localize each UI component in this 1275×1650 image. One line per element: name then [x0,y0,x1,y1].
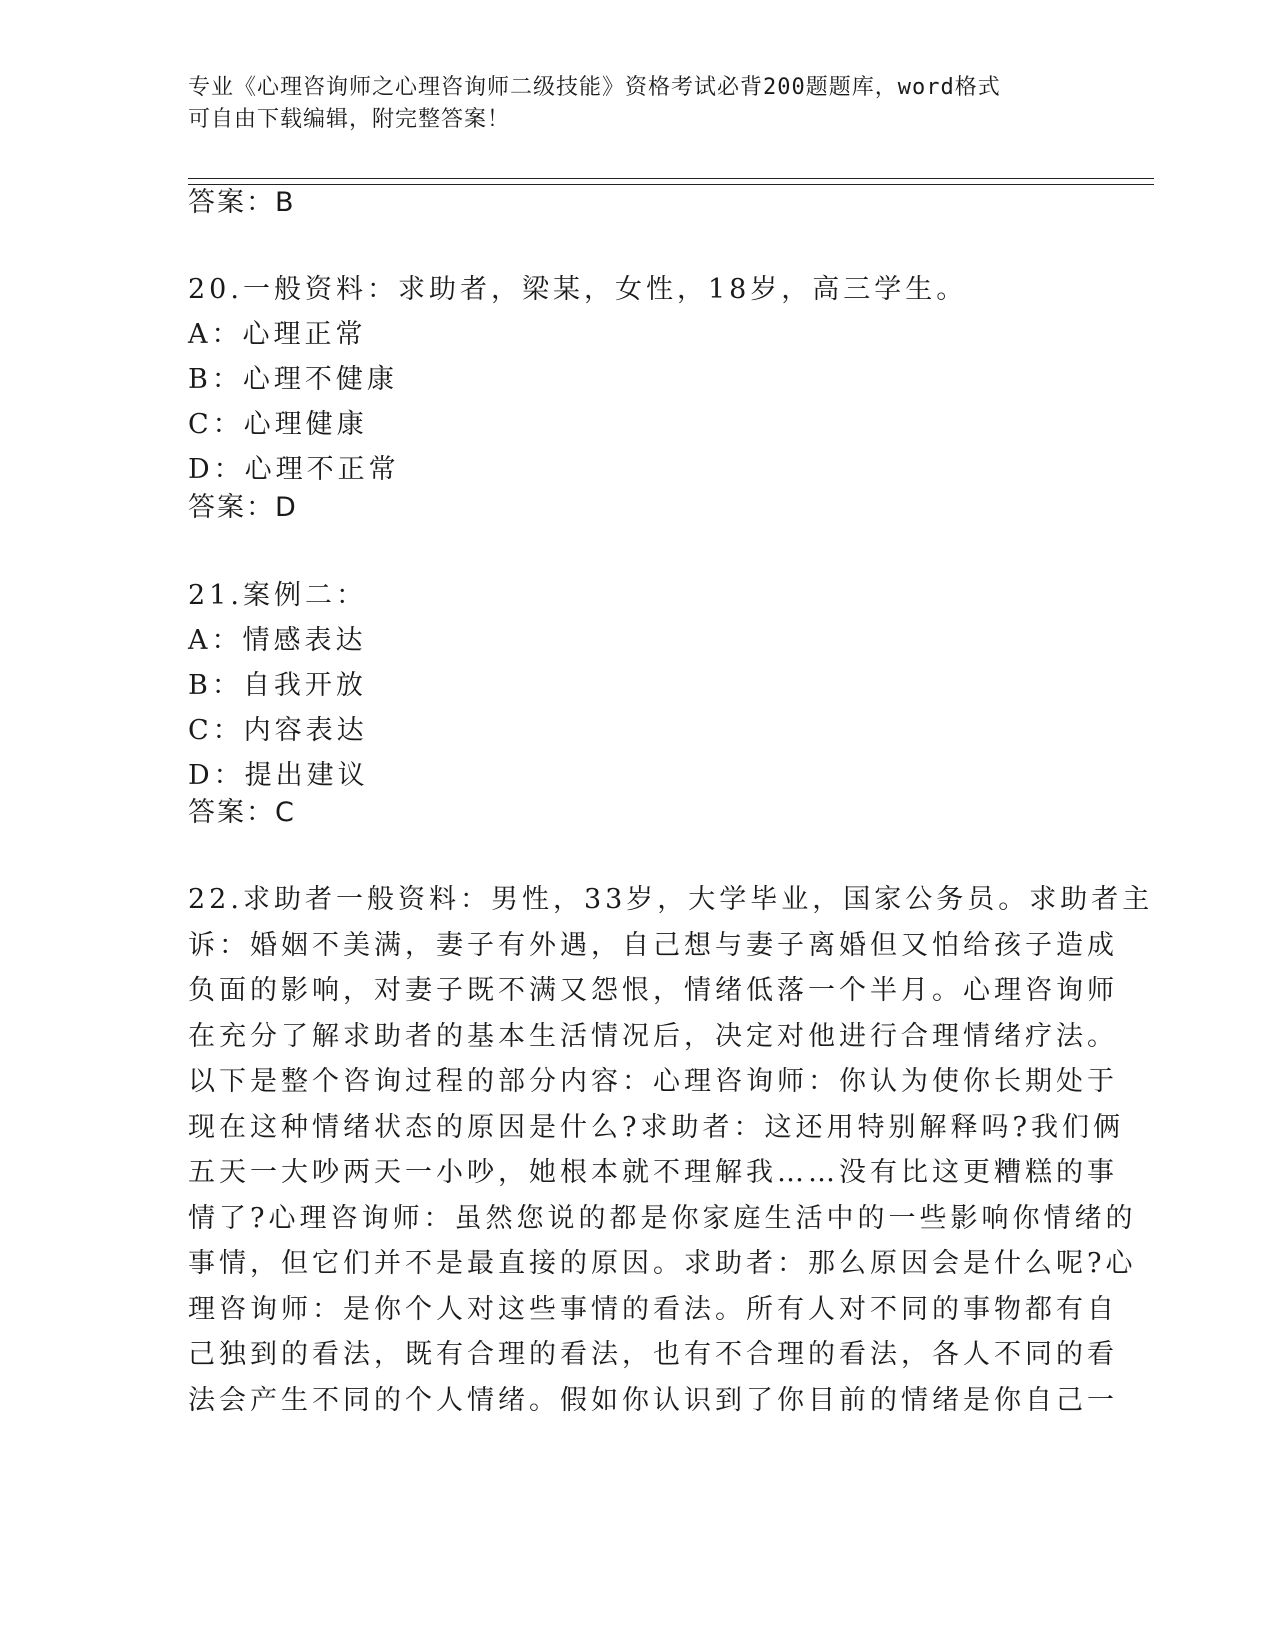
paragraph-line: 以下是整个咨询过程的部分内容：心理咨询师：你认为使你长期处于 [188,1066,1118,1097]
option-d: D：心理不正常 [188,454,400,485]
paragraph-line: 现在这种情绪状态的原因是什么?求助者：这还用特别解释吗?我们俩 [188,1111,1124,1143]
question-stem: 21.案例二： [188,580,367,611]
option-c: C：心理健康 [188,409,368,440]
question-stem: 20.一般资料：求助者，梁某，女性，18岁，高三学生。 [188,274,968,305]
paragraph-line: 在充分了解求助者的基本生活情况后，决定对他进行合理情绪疗法。 [188,1020,1118,1052]
paragraph-line: 五天一大吵两天一小吵，她根本就不理解我……没有比这更糟糕的事 [188,1157,1118,1188]
option-d: D：提出建议 [188,760,369,791]
paragraph-line: 法会产生不同的个人情绪。假如你认识到了你目前的情绪是你自己一 [188,1384,1118,1416]
paragraph-line: 22.求助者一般资料：男性，33岁，大学毕业，国家公务员。求助者主 [188,884,1154,915]
option-c: C：内容表达 [188,715,368,746]
document-header [188,72,1068,136]
option-a: A：情感表达 [188,625,367,656]
option-a: A：心理正常 [188,319,367,350]
option-b: B：心理不健康 [188,364,398,395]
answer-20: 答案：D [188,492,298,523]
paragraph-line: 诉：婚姻不美满，妻子有外遇，自己想与妻子离婚但又怕给孩子造成 [188,929,1118,961]
option-b: B：自我开放 [188,670,367,701]
question-21 [188,573,1088,798]
answer-previous: 答案：B [188,187,296,218]
answer-21: 答案：C [188,797,296,828]
header-line: 可自由下载编辑，附完整答案！ [188,107,511,132]
paragraph-line: 事情，但它们并不是最直接的原因。求助者：那么原因会是什么呢?心 [188,1248,1137,1279]
paragraph-line: 情了?心理咨询师：虽然您说的都是你家庭生活中的一些影响你情绪的 [188,1202,1137,1234]
question-22 [188,877,1154,1423]
paragraph-line: 己独到的看法，既有合理的看法，也有不合理的看法，各人不同的看 [188,1339,1118,1370]
header-divider-top [188,178,1154,179]
question-20 [188,267,1088,492]
paragraph-line: 理咨询师：是你个人对这些事情的看法。所有人对不同的事物都有自 [188,1293,1118,1325]
header-line: 专业《心理咨询师之心理咨询师二级技能》资格考试必背200题题库，word格式 [188,75,1001,100]
paragraph-line: 负面的影响，对妻子既不满又怨恨，情绪低落一个半月。心理咨询师 [188,975,1118,1006]
